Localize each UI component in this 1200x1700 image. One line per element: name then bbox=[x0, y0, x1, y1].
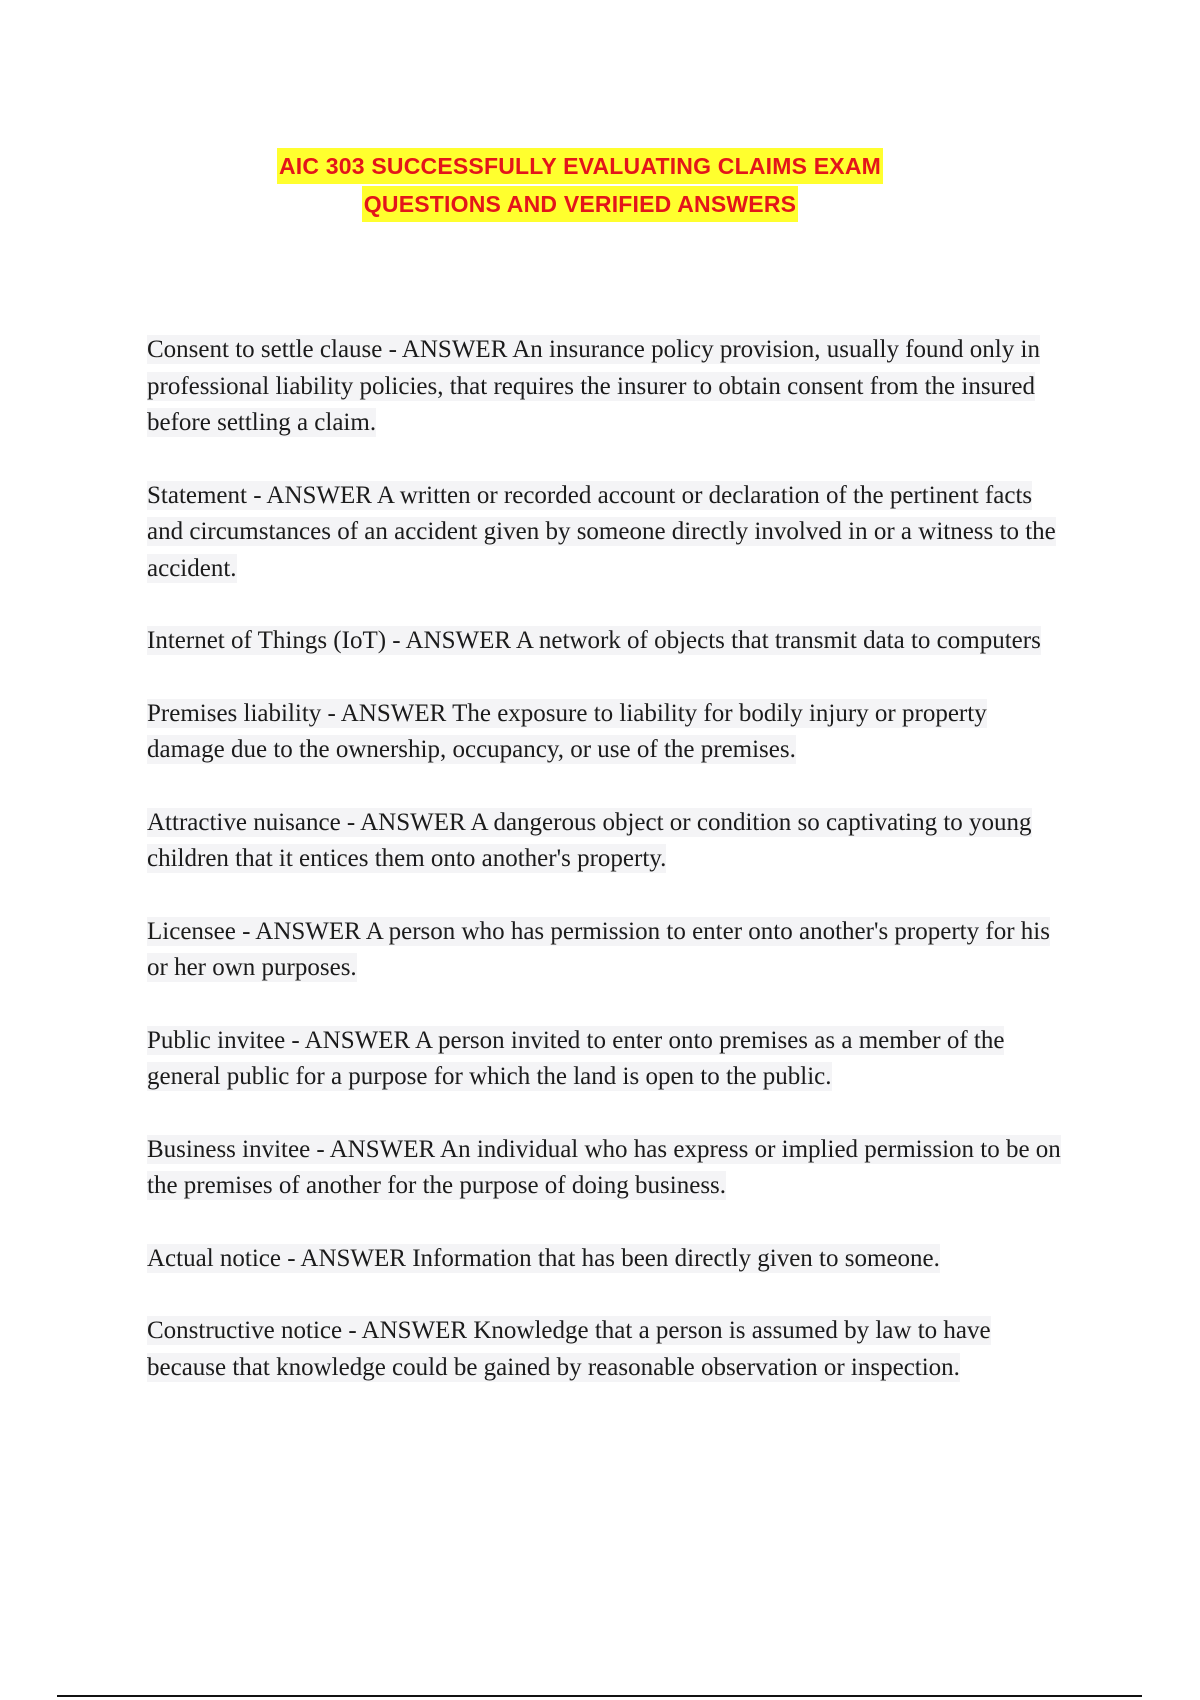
qa-item bbox=[147, 332, 1067, 442]
qa-item bbox=[147, 805, 1067, 878]
qa-item bbox=[147, 478, 1067, 588]
qa-item bbox=[147, 623, 1067, 660]
qa-item bbox=[147, 1241, 1067, 1278]
qa-item bbox=[147, 1313, 1067, 1386]
qa-text: Business invitee - ANSWER An individual who has express or implied permission to be on the premises of another for the purpose of doing business. bbox=[147, 1135, 1061, 1199]
qa-text: Licensee - ANSWER A person who has permission to enter onto another's property for his or her own purposes. bbox=[147, 917, 1050, 981]
qa-item bbox=[147, 696, 1067, 769]
qa-text: Internet of Things (IoT) - ANSWER A network of objects that transmit data to computers bbox=[147, 627, 1041, 654]
qa-text: Attractive nuisance - ANSWER A dangerous object or condition so captivating to young children that it entices them onto another's property. bbox=[147, 808, 1032, 872]
qa-item bbox=[147, 914, 1067, 987]
document-title bbox=[0, 148, 1160, 222]
qa-text: Constructive notice - ANSWER Knowledge that a person is assumed by law to have because that knowledge could be gained by reasonable observation or inspection. bbox=[147, 1317, 991, 1381]
qa-item bbox=[147, 1023, 1067, 1096]
title-line-1: AIC 303 SUCCESSFULLY EVALUATING CLAIMS EXAM bbox=[277, 148, 883, 184]
qa-text: Premises liability - ANSWER The exposure to liability for bodily injury or property damage due to the ownership, occupancy, or use of the premises. bbox=[147, 699, 987, 763]
qa-list bbox=[147, 332, 1067, 1422]
qa-text: Consent to settle clause - ANSWER An insurance policy provision, usually found only in professional liability policies, that requires the insurer to obtain consent from the insured before settling a claim. bbox=[147, 336, 1040, 436]
title-line-2: QUESTIONS AND VERIFIED ANSWERS bbox=[362, 186, 798, 222]
qa-text: Actual notice - ANSWER Information that has been directly given to someone. bbox=[147, 1244, 940, 1272]
qa-text: Public invitee - ANSWER A person invited to enter onto premises as a member of the general public for a purpose for which the land is open to the public. bbox=[147, 1026, 1005, 1090]
footer-divider bbox=[57, 1695, 1142, 1697]
qa-item bbox=[147, 1132, 1067, 1205]
qa-text: Statement - ANSWER A written or recorded account or declaration of the pertinent facts and circumstances of an accident given by someone directly involved in or a witness to the accident. bbox=[147, 481, 1056, 582]
